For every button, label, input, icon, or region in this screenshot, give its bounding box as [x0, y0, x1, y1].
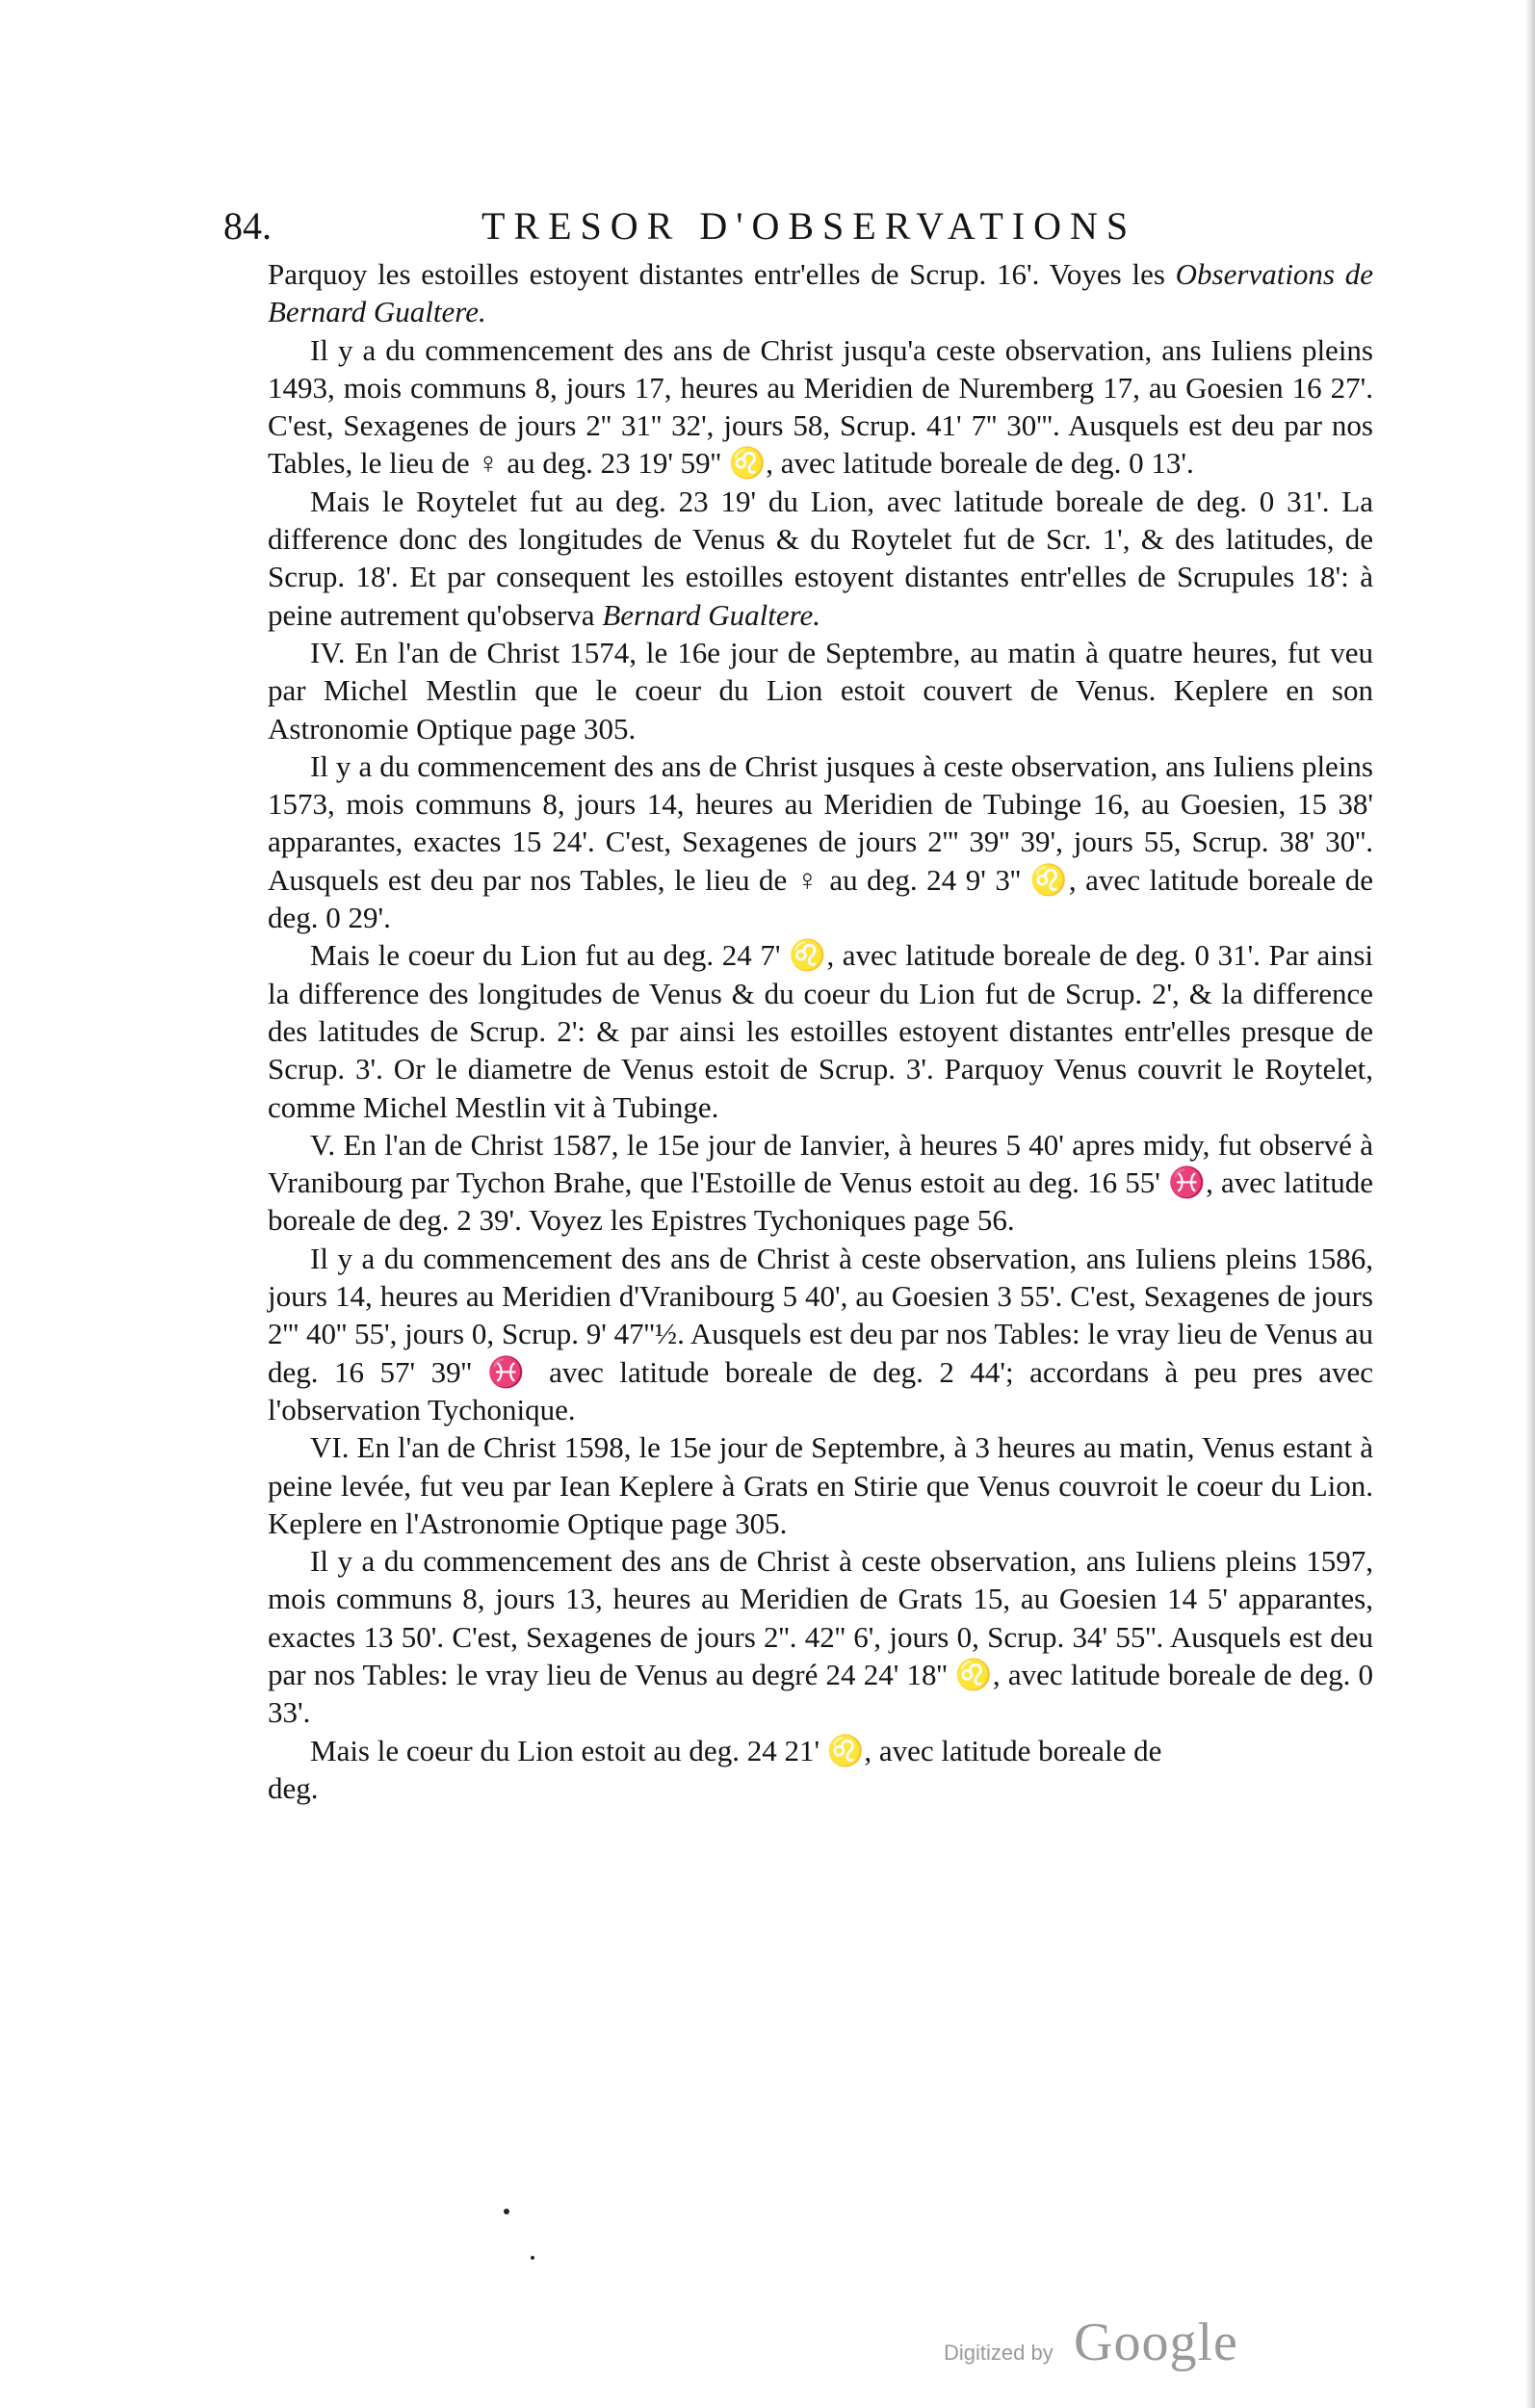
paragraph-3-italic: Bernard Gualtere. — [602, 597, 821, 632]
ink-speck — [504, 2209, 509, 2214]
paragraph-1 — [268, 255, 1373, 331]
page-header — [223, 197, 1215, 255]
body-text — [268, 255, 1373, 1807]
paragraph-1-italic: Observations de Bernard Gualtere. — [268, 257, 1373, 329]
page-number: 84. — [223, 204, 272, 248]
paragraph-6: Mais le coeur du Lion fut au deg. 24 7' ♌, avec latitude boreale de deg. 0 31'. Par ainsi la difference des longitudes de Venus & du coeur du Lion fut de Scrup. 2', & la difference des latitudes de Scrup. 2': & par ainsi les estoilles estoyent distantes entr'elles presque de Scrup. 3'. Or le diametre de Venus estoit de Scrup. 3'. Parquoy Venus couvrit le Roytelet, comme Michel Mestlin vit à Tubinge. — [268, 938, 1373, 1124]
paragraph-1-text: Parquoy les estoilles estoyent distantes entr'elles de Scrup. 16'. Voyes les — [268, 257, 1176, 291]
paragraph-9: VI. En l'an de Christ 1598, le 15e jour de Septembre, à 3 heures au matin, Venus estant à peine levée, fut veu par Iean Keplere à Grats en Stirie que Venus couvroit le coeur du Lion. Keplere en l'Astronomie Optique page 305. — [268, 1430, 1373, 1540]
paragraph-3-text: Mais le Roytelet fut au deg. 23 19' du Lion, avec latitude boreale de deg. 0 31'. La difference donc des longitudes de Venus & du Roytelet fut de Scr. 1', & des latitudes, de Scrup. 18'. Et par consequent les estoilles estoyent distantes entr'elles de Scrupules 18': à peine autrement qu'observa — [268, 484, 1373, 632]
paragraph-11: Mais le coeur du Lion estoit au deg. 24 21' ♌, avec latitude boreale de — [310, 1733, 1162, 1767]
running-title: TRESOR D'OBSERVATIONS — [481, 204, 1137, 248]
ink-speck — [531, 2256, 534, 2260]
paragraph-8: Il y a du commencement des ans de Christ à ceste observation, ans Iuliens pleins 1586, jours 14, heures au Meridien d'Vranibourg 5 40', au Goesien 3 55'. C'est, Sexagenes de jours 2''' 40'' 55', jours 0, Scrup. 9' 47''½. Ausquels est deu par nos Tables: le vray lieu de Venus au deg. 16 57' 39'' ♓ avec latitude boreale de deg. 2 44'; accordans à peu pres avec l'observation Tychonique. — [268, 1241, 1373, 1426]
catchword: deg. — [268, 1770, 319, 1805]
scan-edge-shadow — [1525, 0, 1535, 2408]
paragraph-7: V. En l'an de Christ 1587, le 15e jour de Ianvier, à heures 5 40' apres midy, fut observé à Vranibourg par Tychon Brahe, que l'Estoille de Venus estoit au deg. 16 55' ♓, avec latitude boreale de deg. 2 39'. Voyez les Epistres Tychoniques page 56. — [268, 1127, 1373, 1238]
paragraph-2: Il y a du commencement des ans de Christ jusqu'a ceste observation, ans Iuliens pleins 1493, mois communs 8, jours 17, heures au Meridien de Nuremberg 17, au Goesien 16 27'. C'est, Sexagenes de jours 2'' 31'' 32', jours 58, Scrup. 41' 7'' 30'''. Ausquels est deu par nos Tables, le lieu de ♀ au deg. 23 19' 59'' ♌, avec latitude boreale de deg. 0 13'. — [268, 332, 1373, 481]
paragraph-10: Il y a du commencement des ans de Christ à ceste observation, ans Iuliens pleins 1597, mois communs 8, jours 13, heures au Meridien de Grats 15, au Goesien 14 5' apparantes, exactes 13 50'. C'est, Sexagenes de jours 2''. 42'' 6', jours 0, Scrup. 34' 55''. Ausquels est deu par nos Tables: le vray lieu de Venus au degré 24 24' 18'' ♌, avec latitude boreale de deg. 0 33'. — [268, 1544, 1373, 1730]
digitization-watermark — [944, 2312, 1290, 2379]
paragraph-5: Il y a du commencement des ans de Christ jusques à ceste observation, ans Iuliens pleins 1573, mois communs 8, jours 14, heures au Meridien de Tubinge 16, au Goesien, 15 38' apparantes, exactes 15 24'. C'est, Sexagenes de jours 2''' 39'' 39', jours 55, Scrup. 38' 30''. Ausquels est deu par nos Tables, le lieu de ♀ au deg. 24 9' 3'' ♌, avec latitude boreale de deg. 0 29'. — [268, 748, 1373, 935]
google-logo: Google — [1074, 2313, 1238, 2372]
paragraph-3 — [268, 483, 1373, 634]
watermark-prefix: Digitized by — [944, 2341, 1054, 2365]
paragraph-4: IV. En l'an de Christ 1574, le 16e jour de Septembre, au matin à quatre heures, fut veu par Michel Mestlin que le coeur du Lion estoit couvert de Venus. Keplere en son Astronomie Optique page 305. — [268, 635, 1373, 746]
